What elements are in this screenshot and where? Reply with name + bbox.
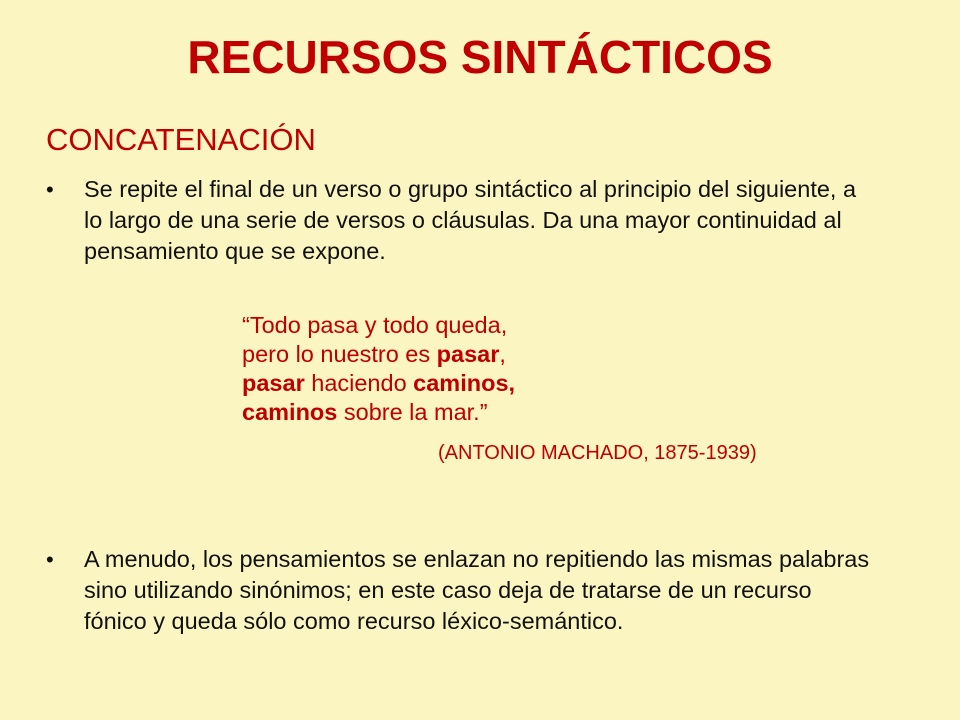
poem-text: haciendo [304,370,414,396]
bullet-icon: • [46,547,54,572]
poem-emphasis: pasar [242,370,305,396]
bullet-text: A menudo, los pensamientos se enlazan no repitiendo las mismas palabras sino utilizando sinónimos; en este caso deja de tratarse de un recurso fónico y queda sólo como recurso léxico-semántico. [84,546,870,634]
poem-quote [242,311,515,427]
poem-line [242,369,515,398]
poem-text: , [499,341,506,367]
poem-line [242,340,515,369]
poem-text: sobre la mar.” [337,399,488,425]
bullet-text: Se repite el final de un verso o grupo sintáctico al principio del siguiente, a lo largo de una serie de versos o cláusulas. Da una mayor continuidad al pensamiento que se expone. [84,176,857,264]
poem-line [242,398,515,427]
section-heading: CONCATENACIÓN [46,122,316,157]
poem-line [242,311,515,340]
poem-emphasis: caminos [242,399,338,425]
poem-text: “Todo pasa y todo queda, [242,312,508,338]
poem-emphasis: caminos, [413,370,516,396]
poem-citation: (ANTONIO MACHADO, 1875-1939) [438,442,757,464]
slide-title: RECURSOS SINTÁCTICOS [187,31,773,83]
poem-text: pero lo nuestro es [242,341,437,367]
bullet-icon: • [46,177,54,202]
poem-emphasis: pasar [436,341,500,367]
